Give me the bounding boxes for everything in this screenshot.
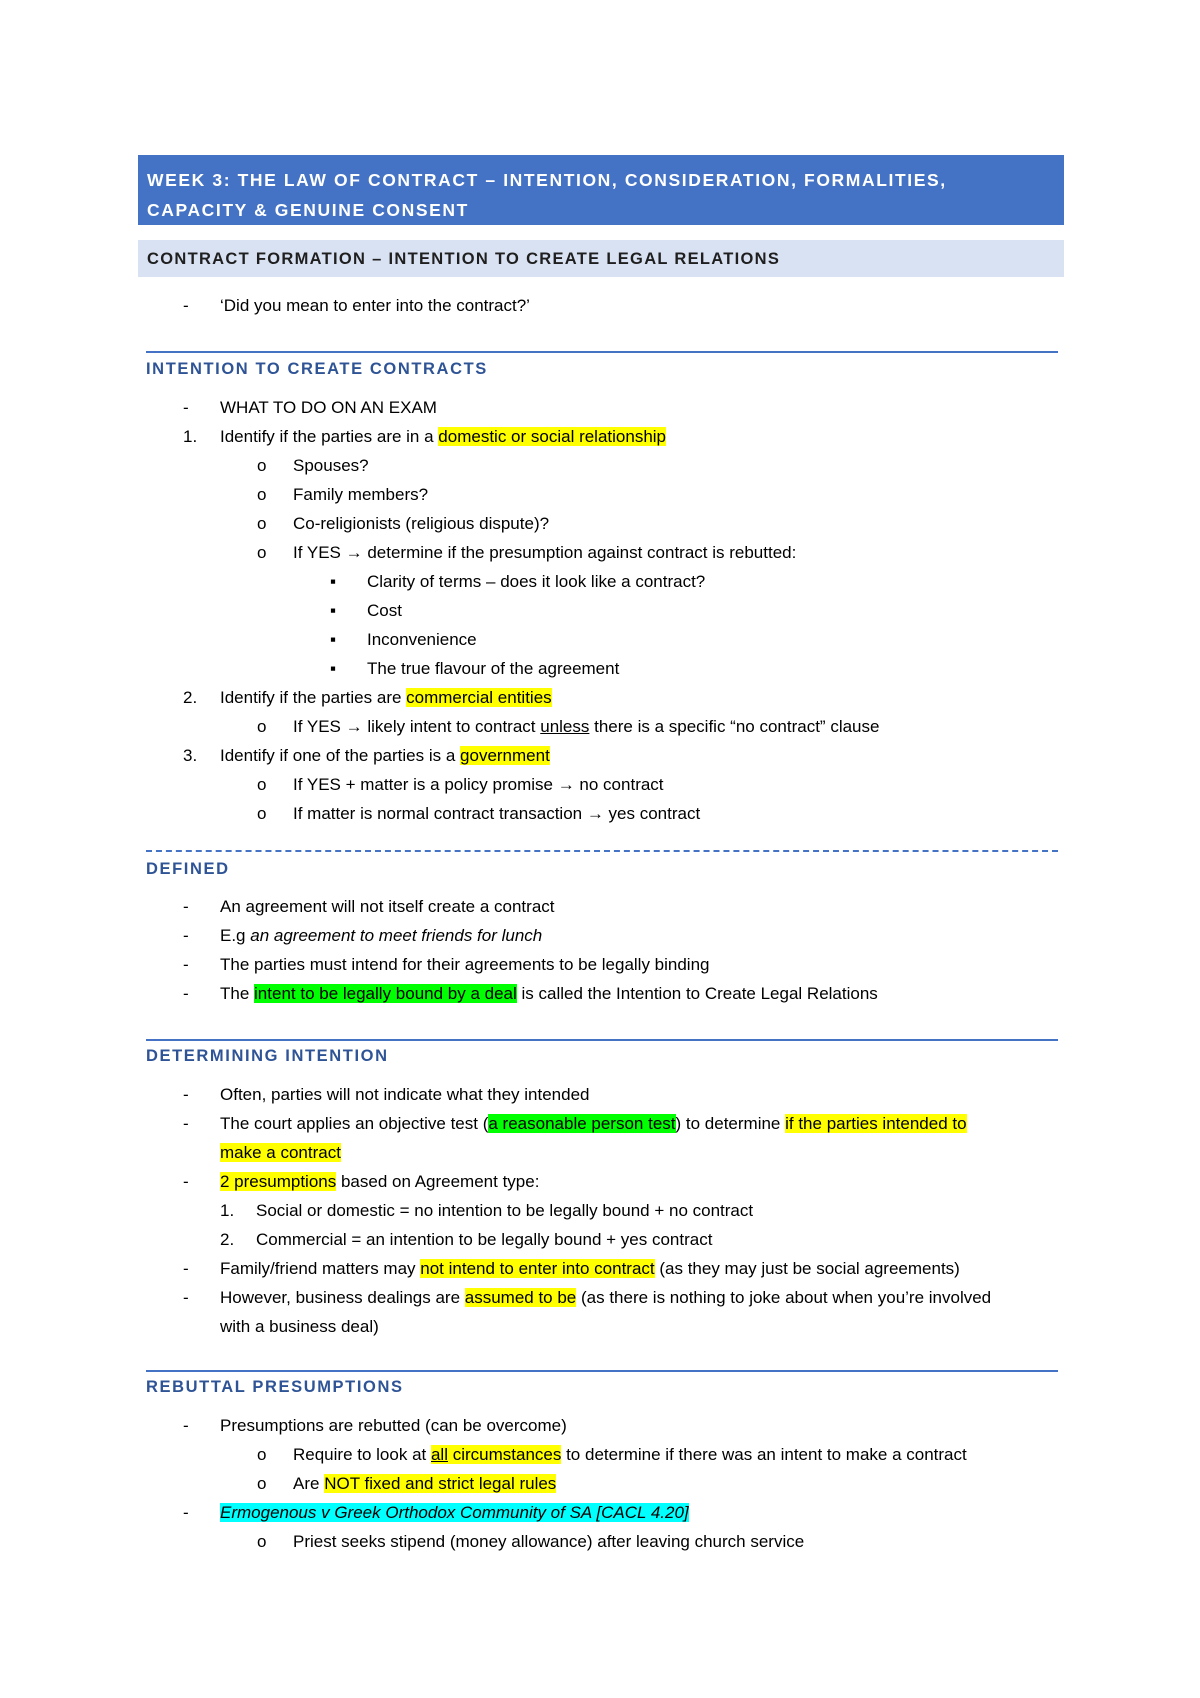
bullet-dash: - — [183, 1172, 189, 1191]
list-item: Cost — [367, 601, 402, 620]
highlight: circumstances — [447, 1445, 562, 1464]
list-number: 1. — [183, 427, 198, 446]
list-item — [220, 1113, 967, 1135]
list-item: Social or domestic = no intention to be legally bound + no contract — [256, 1201, 754, 1220]
list-number: 2. — [183, 688, 198, 707]
section-divider — [146, 351, 1058, 353]
bullet-dash: - — [183, 984, 189, 1003]
text: E.g — [220, 926, 251, 945]
text: ) to determine — [675, 1114, 786, 1133]
highlight: a reasonable person test — [488, 1114, 676, 1133]
bullet-dash: - — [183, 398, 189, 417]
text: Are — [293, 1474, 325, 1493]
list-item: An agreement will not itself create a contract — [220, 897, 555, 916]
text: The court applies an objective test ( — [220, 1114, 489, 1133]
highlight-underlined: all — [430, 1445, 448, 1464]
bullet-square: ▪ — [330, 572, 337, 591]
list-item — [293, 1473, 556, 1495]
bullet-circle: o — [257, 1445, 267, 1464]
text: Identify if one of the parties is a — [220, 746, 461, 765]
list-number: 3. — [183, 746, 198, 765]
bullet-circle: o — [257, 485, 267, 504]
list-item — [220, 1171, 539, 1193]
bullet-dash: - — [183, 1503, 189, 1522]
bullet-dash: - — [183, 1416, 189, 1435]
list-item: Often, parties will not indicate what they intended — [220, 1085, 590, 1104]
list-item: The parties must intend for their agreements to be legally binding — [220, 955, 710, 974]
document-title-line2: CAPACITY & GENUINE CONSENT — [147, 200, 469, 220]
highlight: Ermogenous v Greek Orthodox Community of SA [CACL 4.20] — [220, 1503, 689, 1522]
section-heading-determining: DETERMINING INTENTION — [146, 1047, 389, 1065]
bullet-dash: - — [183, 955, 189, 974]
bullet-circle: o — [257, 804, 267, 823]
text: there is a specific “no contract” clause — [589, 717, 880, 736]
text: based on Agreement type: — [336, 1172, 540, 1191]
highlight: NOT fixed and strict legal rules — [324, 1474, 557, 1493]
list-item-continued: with a business deal) — [220, 1317, 379, 1336]
underlined-text: unless — [540, 717, 590, 736]
highlight: make a contract — [220, 1143, 341, 1162]
bullet-circle: o — [257, 514, 267, 533]
highlight: if the parties intended to — [785, 1114, 967, 1133]
list-number: 2. — [220, 1230, 235, 1249]
bullet-circle: o — [257, 717, 267, 736]
list-item: If YES → determine if the presumption against contract is rebutted: — [293, 543, 797, 562]
text: Identify if the parties are in a — [220, 427, 439, 446]
list-item: Inconvenience — [367, 630, 477, 649]
bullet-dash: - — [183, 1259, 189, 1278]
section-heading-defined: DEFINED — [146, 860, 230, 878]
highlight: commercial entities — [406, 688, 552, 707]
text: (as there is nothing to joke about when you’re involved — [576, 1288, 992, 1307]
list-item: WHAT TO DO ON AN EXAM — [220, 398, 437, 417]
list-item — [220, 426, 666, 448]
highlight: assumed to be — [464, 1288, 577, 1307]
list-item — [220, 925, 542, 947]
bullet-circle: o — [257, 543, 267, 562]
highlight: not intend to enter into contract — [420, 1259, 655, 1278]
title-banner — [138, 155, 1064, 225]
list-item — [220, 745, 550, 767]
document-title: WEEK 3: THE LAW OF CONTRACT – INTENTION, CONSIDERATION, FORMALITIES, — [147, 170, 947, 190]
list-item-continued — [220, 1142, 341, 1164]
list-item: Clarity of terms – does it look like a contract? — [367, 572, 706, 591]
highlight: intent to be legally bound by a deal — [254, 984, 517, 1003]
italic-text: an agreement to meet friends for lunch — [250, 926, 543, 945]
text: is called the Intention to Create Legal Relations — [516, 984, 878, 1003]
bullet-dash: - — [183, 1085, 189, 1104]
text: Require to look at — [293, 1445, 431, 1464]
bullet-square: ▪ — [330, 659, 337, 678]
list-number: 1. — [220, 1201, 235, 1220]
text: The — [220, 984, 255, 1003]
text: However, business dealings are — [220, 1288, 465, 1307]
list-item: If matter is normal contract transaction → yes contract — [293, 804, 701, 823]
bullet-dash: - — [183, 1114, 189, 1133]
text: to determine if there was an intent to make a contract — [561, 1445, 967, 1464]
section-heading-intention: INTENTION TO CREATE CONTRACTS — [146, 360, 488, 378]
list-item: Presumptions are rebutted (can be overcome) — [220, 1416, 567, 1435]
list-item: Spouses? — [293, 456, 369, 475]
highlight: domestic or social relationship — [438, 427, 667, 446]
section-divider — [146, 850, 1058, 852]
document-subtitle: CONTRACT FORMATION – INTENTION TO CREATE LEGAL RELATIONS — [147, 250, 781, 268]
bullet-dash: - — [183, 1288, 189, 1307]
section-divider — [146, 1370, 1058, 1372]
list-item — [220, 687, 552, 709]
subtitle-banner — [138, 240, 1064, 277]
text: (as they may just be social agreements) — [654, 1259, 960, 1278]
text: Identify if the parties are — [220, 688, 407, 707]
list-item — [293, 1444, 967, 1466]
highlight: 2 presumptions — [220, 1172, 337, 1191]
text: Family/friend matters may — [220, 1259, 421, 1278]
section-divider — [146, 1039, 1058, 1041]
list-item — [293, 716, 879, 738]
list-item: Family members? — [293, 485, 429, 504]
bullet-circle: o — [257, 775, 267, 794]
bullet-circle: o — [257, 1474, 267, 1493]
list-item: Commercial = an intention to be legally bound + yes contract — [256, 1230, 713, 1249]
list-item — [220, 1287, 991, 1309]
highlight: government — [460, 746, 550, 765]
bullet-circle: o — [257, 456, 267, 475]
text: If YES → likely intent to contract — [293, 717, 541, 736]
bullet-dash: - — [183, 296, 189, 315]
bullet-dash: - — [183, 897, 189, 916]
bullet-square: ▪ — [330, 601, 337, 620]
list-item: Priest seeks stipend (money allowance) after leaving church service — [293, 1532, 805, 1551]
list-item: The true flavour of the agreement — [367, 659, 620, 678]
list-item: If YES + matter is a policy promise → no contract — [293, 775, 664, 794]
bullet-dash: - — [183, 926, 189, 945]
list-item — [220, 1258, 960, 1280]
list-item: Co-religionists (religious dispute)? — [293, 514, 550, 533]
case-citation — [220, 1502, 689, 1524]
bullet-circle: o — [257, 1532, 267, 1551]
intro-question: ‘Did you mean to enter into the contract?’ — [220, 296, 530, 315]
list-item — [220, 983, 878, 1005]
bullet-square: ▪ — [330, 630, 337, 649]
section-heading-rebuttal: REBUTTAL PRESUMPTIONS — [146, 1378, 404, 1396]
